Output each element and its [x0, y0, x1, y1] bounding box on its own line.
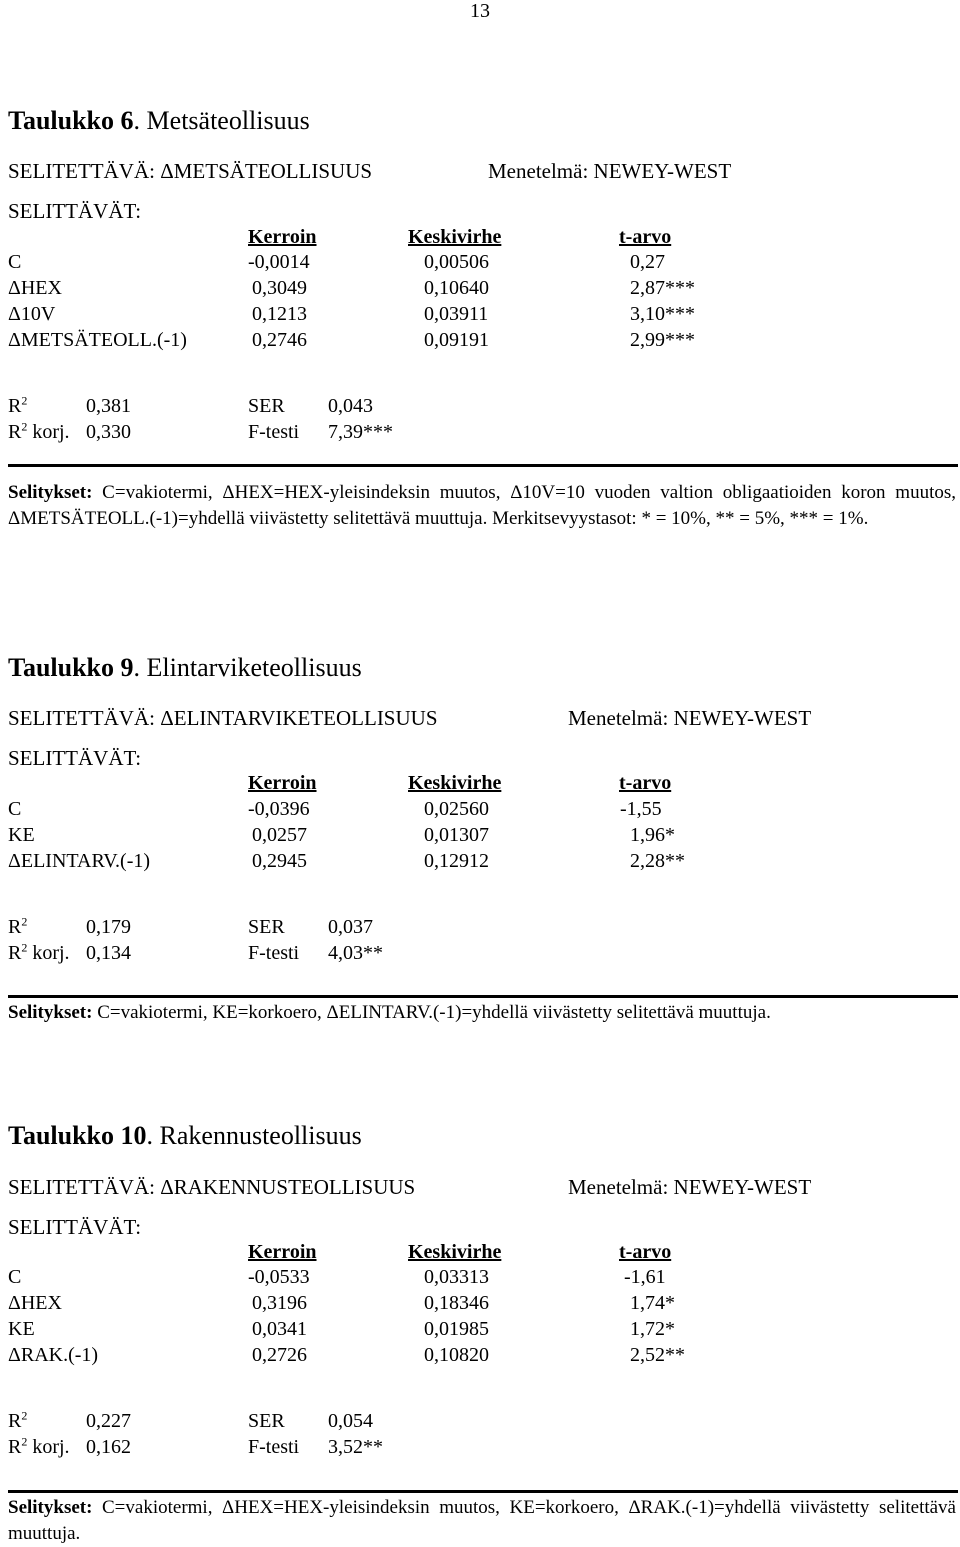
row-coefficient: 0,2726	[252, 1344, 307, 1366]
row-std-error: 0,10820	[424, 1344, 489, 1366]
notes-text: C=vakiotermi, ΔHEX=HEX-yleisindeksin muutos, Δ10V=10 vuoden valtion obligaatioiden koron muutos, ΔMETSÄTEOLL.(-1)=yhdellä viivästetty selitettävä muuttuja. Merkitsevyystasot: * = 10%, ** = 5%, *** = 1%.	[8, 482, 956, 529]
table-notes	[8, 480, 956, 532]
r-squared-label	[8, 916, 27, 939]
row-t-value: -1,61	[624, 1266, 666, 1288]
ser-label: SER	[248, 1410, 285, 1432]
row-variable: KE	[8, 1318, 35, 1340]
notes-text: C=vakiotermi, ΔHEX=HEX-yleisindeksin muutos, KE=korkoero, ΔRAK.(-1)=yhdellä viivästetty selitettävä muuttuja.	[8, 1497, 956, 1544]
row-variable: C	[8, 1266, 22, 1288]
table-title-number: Taulukko 6	[8, 106, 134, 135]
r-squared-value: 0,381	[86, 395, 131, 417]
notes-label: Selitykset:	[8, 1002, 93, 1023]
f-test-label: F-testi	[248, 942, 300, 964]
independent-label: SELITTÄVÄT:	[8, 199, 142, 223]
r-squared-adj-value: 0,330	[86, 421, 131, 443]
dependent-variable: ΔMETSÄTEOLLISUUS	[160, 159, 373, 183]
f-test-value: 7,39***	[328, 421, 393, 443]
ser-value: 0,043	[328, 395, 373, 417]
row-coefficient: -0,0533	[248, 1266, 310, 1288]
header-coefficient: Kerroin	[248, 226, 317, 248]
row-std-error: 0,02560	[424, 798, 489, 820]
row-coefficient: 0,3196	[252, 1292, 307, 1314]
row-std-error: 0,03911	[424, 303, 489, 325]
row-variable: KE	[8, 824, 35, 846]
f-test-value: 4,03**	[328, 942, 383, 964]
f-test-label: F-testi	[248, 421, 300, 443]
row-std-error: 0,03313	[424, 1266, 489, 1288]
table-title-text: . Rakennusteollisuus	[146, 1121, 362, 1150]
r-squared-adj-symbol: R	[8, 421, 22, 443]
dependent-variable: ΔELINTARVIKETEOLLISUUS	[160, 706, 438, 730]
row-t-value: 2,99***	[630, 329, 695, 351]
r-squared-value: 0,179	[86, 916, 131, 938]
table-title-number: Taulukko 9	[8, 653, 134, 682]
r-squared-adj-label	[8, 942, 70, 965]
row-t-value: 2,87***	[630, 277, 695, 299]
r-squared-adj-symbol: R	[8, 1436, 22, 1458]
method-label: Menetelmä: NEWEY-WEST	[568, 1175, 812, 1199]
row-variable: Δ10V	[8, 303, 56, 325]
table-title	[8, 653, 362, 683]
r-squared-exponent: 2	[21, 393, 28, 408]
r-squared-label	[8, 395, 27, 418]
row-coefficient: 0,0341	[252, 1318, 307, 1340]
f-test-value: 3,52**	[328, 1436, 383, 1458]
row-coefficient: 0,2945	[252, 850, 307, 872]
ser-label: SER	[248, 916, 285, 938]
dependent-label-text: SELITETTÄVÄ:	[8, 1175, 155, 1199]
row-t-value: 1,96*	[630, 824, 675, 846]
independent-label: SELITTÄVÄT:	[8, 746, 142, 770]
r-squared-symbol: R	[8, 1410, 22, 1432]
method-label: Menetelmä: NEWEY-WEST	[488, 159, 732, 183]
row-t-value: -1,55	[620, 798, 662, 820]
dependent-variable: ΔRAKENNUSTEOLLISUUS	[160, 1175, 416, 1199]
f-test-label: F-testi	[248, 1436, 300, 1458]
r-squared-adj-suffix: korj.	[27, 421, 70, 443]
row-variable: C	[8, 251, 22, 273]
independent-label: SELITTÄVÄT:	[8, 1215, 142, 1239]
row-t-value: 1,72*	[630, 1318, 675, 1340]
row-variable: ΔMETSÄTEOLL.(-1)	[8, 329, 187, 351]
row-coefficient: 0,1213	[252, 303, 307, 325]
dependent-label	[8, 1175, 415, 1200]
header-t-value: t-arvo	[619, 772, 672, 794]
r-squared-adj-symbol: R	[8, 942, 22, 964]
r-squared-adj-exponent: 2	[21, 1434, 28, 1449]
row-std-error: 0,00506	[424, 251, 489, 273]
row-t-value: 2,28**	[630, 850, 685, 872]
header-coefficient: Kerroin	[248, 1241, 317, 1263]
divider	[8, 464, 958, 467]
row-t-value: 3,10***	[630, 303, 695, 325]
row-std-error: 0,09191	[424, 329, 489, 351]
r-squared-adj-label	[8, 421, 70, 444]
notes-text: C=vakiotermi, KE=korkoero, ΔELINTARV.(-1)=yhdellä viivästetty selitettävä muuttuja.	[92, 1002, 771, 1023]
row-std-error: 0,10640	[424, 277, 489, 299]
method-label: Menetelmä: NEWEY-WEST	[568, 706, 812, 730]
r-squared-adj-suffix: korj.	[27, 942, 70, 964]
row-t-value: 1,74*	[630, 1292, 675, 1314]
table-title-text: . Elintarviketeollisuus	[133, 653, 362, 682]
header-std-error: Keskivirhe	[408, 1241, 502, 1263]
row-std-error: 0,12912	[424, 850, 489, 872]
table-title	[8, 1121, 362, 1151]
header-coefficient: Kerroin	[248, 772, 317, 794]
notes-label: Selitykset:	[8, 1497, 93, 1518]
header-t-value: t-arvo	[619, 226, 672, 248]
page-number: 13	[470, 0, 490, 22]
row-variable: ΔHEX	[8, 277, 62, 299]
row-std-error: 0,01985	[424, 1318, 489, 1340]
header-t-value: t-arvo	[619, 1241, 672, 1263]
dependent-label-text: SELITETTÄVÄ:	[8, 159, 155, 183]
table-title	[8, 106, 310, 136]
ser-value: 0,037	[328, 916, 373, 938]
divider	[8, 1490, 958, 1493]
row-variable: ΔELINTARV.(-1)	[8, 850, 151, 872]
row-coefficient: -0,0396	[248, 798, 310, 820]
row-std-error: 0,18346	[424, 1292, 489, 1314]
divider	[8, 995, 958, 998]
table-notes	[8, 1495, 956, 1547]
dependent-label	[8, 159, 372, 184]
r-squared-symbol: R	[8, 395, 22, 417]
r-squared-exponent: 2	[21, 1408, 28, 1423]
row-variable: ΔHEX	[8, 1292, 62, 1314]
r-squared-value: 0,227	[86, 1410, 131, 1432]
r-squared-symbol: R	[8, 916, 22, 938]
r-squared-adj-suffix: korj.	[27, 1436, 70, 1458]
table-notes	[8, 1000, 956, 1026]
row-coefficient: 0,3049	[252, 277, 307, 299]
header-std-error: Keskivirhe	[408, 772, 502, 794]
row-std-error: 0,01307	[424, 824, 489, 846]
row-coefficient: -0,0014	[248, 251, 310, 273]
row-coefficient: 0,2746	[252, 329, 307, 351]
r-squared-adj-exponent: 2	[21, 940, 28, 955]
dependent-label	[8, 706, 438, 731]
r-squared-adj-exponent: 2	[21, 419, 28, 434]
row-t-value: 2,52**	[630, 1344, 685, 1366]
row-variable: C	[8, 798, 22, 820]
dependent-label-text: SELITETTÄVÄ:	[8, 706, 155, 730]
table-title-number: Taulukko 10	[8, 1121, 147, 1150]
row-t-value: 0,27	[630, 251, 665, 273]
r-squared-adj-label	[8, 1436, 70, 1459]
ser-value: 0,054	[328, 1410, 373, 1432]
row-coefficient: 0,0257	[252, 824, 307, 846]
ser-label: SER	[248, 395, 285, 417]
row-variable: ΔRAK.(-1)	[8, 1344, 99, 1366]
table-title-text: . Metsäteollisuus	[133, 106, 310, 135]
header-std-error: Keskivirhe	[408, 226, 502, 248]
notes-label: Selitykset:	[8, 482, 93, 503]
r-squared-adj-value: 0,162	[86, 1436, 131, 1458]
r-squared-exponent: 2	[21, 914, 28, 929]
r-squared-adj-value: 0,134	[86, 942, 131, 964]
r-squared-label	[8, 1410, 27, 1433]
